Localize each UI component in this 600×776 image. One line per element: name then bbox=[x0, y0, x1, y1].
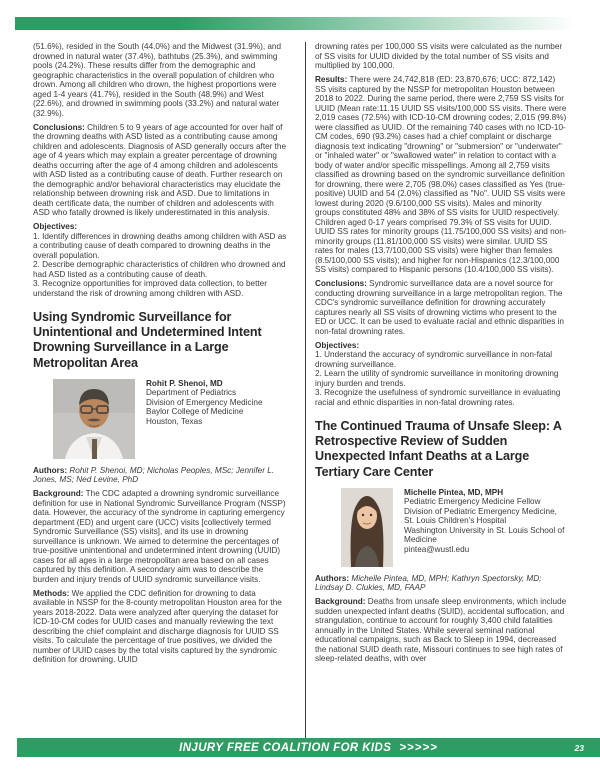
presenter-affiliation-line: Division of Pediatric Emergency Medicine, St. Louis Children's Hospital bbox=[404, 506, 557, 526]
footer-banner-title bbox=[179, 742, 438, 754]
presenter-photo bbox=[53, 379, 135, 459]
two-column-content bbox=[33, 42, 567, 738]
right-column bbox=[305, 42, 567, 738]
authors-paragraph bbox=[33, 466, 288, 485]
presenter-affiliation-line: Department of Pediatrics bbox=[146, 388, 237, 398]
chevrons-icon: >>>>> bbox=[399, 741, 438, 754]
section-label: Results: bbox=[315, 75, 348, 84]
objective-item: 1. Understand the accuracy of syndromic surveillance in non-fatal drowning surveillance. bbox=[315, 350, 553, 369]
presenter-name: Rohit P. Shenoi, MD bbox=[146, 378, 223, 388]
presenter-email: pintea@wustl.edu bbox=[404, 544, 470, 554]
presenter-affiliation-line: Washington University in St. Louis School of Medicine bbox=[404, 525, 565, 545]
continuation-paragraph bbox=[33, 42, 288, 118]
conclusions-paragraph bbox=[315, 279, 567, 336]
section-label: Background: bbox=[315, 597, 366, 607]
section-label: Conclusions: bbox=[315, 279, 367, 288]
presenter-photo bbox=[341, 488, 393, 567]
paragraph-text: There were 24,742,818 (ED: 23,870,676; UCC: 872,142) SS visits captured by the NSSP for metropolitan Houston between 2018 to 2022. During the same period, there were 2,759 SS visits for UUID (Mean rate:11.15 UUID SS visits/100,000 SS visits. There were 2,019 cases (72.5%) with ICD-10-CM drowning codes; 2,015 (99.8%) were classified as UUID. Of the remaining 740 cases with no ICD-10-CM codes, 690 (93.2%) cases had a chief complaint or discharge diagnosis text indicating "drowning" or "submersion" or "underwater" or "inhaled water" or "swallowed water" in relation to contact with a body of water and/or specific misspellings. Among all 2,759 visits classified as drowning based on the syndromic surveillance definition for drowning, there were 2,705 (98.0%) cases classified as Yes (true-positive) UUID and 54 (2.0%) classified as "No". UUID SS visits were lowest during 2020 (9.6/100,000 SS visits). Males and minority groups constituted 48% and 38% of SS visits for UUID respectively. Children aged 0-17 years comprised 79.3% of SS visits for UUID. UUID SS rates for minority groups (11.75/100,000 SS visits) and non-minority groups (11.81/100,000 SS visits) were similar. UUID SS rates for males (13.7/100,000 SS visits) were higher than females (8.5/100,000 SS visits); and higher for non-Hispanics (12.3/100,000 SS visits) compared to Hispanic persons (10.4/100,000 SS visits). bbox=[315, 75, 567, 274]
section-label: Authors: bbox=[33, 465, 68, 475]
presenter-info bbox=[146, 379, 263, 459]
conclusions-paragraph bbox=[33, 123, 288, 218]
paragraph-text: (51.6%), resided in the South (44.0%) and the Midwest (31.9%), and drowned in natural water (37.4%), bathtubs (25.3%), and swimming pools (24.2%). These results differ from the demographic and geographic characteristics in the overall population of children who drown. Among all children who drown, the highest proportions were aged 1-4 years (41.7%), resided in the South (48.9%) and West (22.6%), and drowned in swimming pools (33.2%) and natural water (32.9%). bbox=[33, 42, 282, 118]
paragraph-text: The CDC adapted a drowning syndromic surveillance definition for use in National Syndromic Surveillance Program (NSSP) data. However, the accuracy of the syndrome in capturing emergency department (ED) and urgent care (UCC) visits [collectively termed Syndromic Surveillance (SS) visits], and its use in drowning surveillance is unknown. We aimed to determine the percentages of true-positive unintentional and undetermined intent drowning (UUID) cases for all ages in a large metropolitan area based on all cases captured by this definition. A secondary aim was to describe the burden and injury trends of UUID syndromic surveillance visits. bbox=[33, 489, 286, 584]
presenter-affiliation-line: Baylor College of Medicine bbox=[146, 407, 244, 417]
presenter-affiliation-line: Houston, Texas bbox=[146, 416, 203, 426]
authors-paragraph bbox=[315, 574, 567, 593]
paragraph-text: Rohit P. Shenoi, MD; Nicholas Peoples, MSc; Jennifer L. Jones, MS; Ned Levine, PhD bbox=[33, 465, 275, 485]
objective-item: 2. Learn the utility of syndromic surveillance in monitoring drowning injury burden and trends. bbox=[315, 369, 559, 388]
presenter-michelle-pintea bbox=[315, 488, 567, 567]
paragraph-text: Children 5 to 9 years of age accounted for over half of the drowning deaths with ASD listed as a contributing cause among children and adolescents. Diagnosis of ASD generally occurs after the age of 4 years which may explain a greater percentage of drowning deaths occurring after the age of 4 among children and adolescents with ASD listed as a contributing cause of death. Further research on the demographic and/or behavioral characteristics may elucidate the relationship between drowning risk and ASD. Due to limitations in death certificate data, the number of children and adolescents with ASD who fatally drowned is likely underestimated in this analysis. bbox=[33, 122, 287, 217]
left-column bbox=[33, 42, 305, 738]
presenter-rohit-shenoi bbox=[33, 379, 288, 459]
paragraph-text: Syndromic surveillance data are a novel source for conducting drowning surveillance in a large metropolitan region. The CDC's syndromic surveillance definition for drowning accurately captures nearly all SS visits of drowning victims who present to the ED or UCC. It can be used to evaluate racial and ethnic disparities in non-fatal drowning rates. bbox=[315, 279, 564, 336]
page-number: 23 bbox=[574, 742, 584, 753]
objective-item: 3. Recognize the usefulness of syndromic surveillance in evaluating racial and ethnic disparities in non-fatal drowning rates. bbox=[315, 388, 561, 407]
presenter-info bbox=[404, 488, 567, 567]
results-paragraph bbox=[315, 75, 567, 275]
section-label: Authors: bbox=[315, 573, 350, 583]
methods-paragraph bbox=[33, 589, 288, 665]
objectives-list bbox=[315, 341, 567, 408]
section-label: Methods: bbox=[33, 588, 70, 598]
presenter-affiliation-line: Division of Emergency Medicine bbox=[146, 397, 263, 407]
abstract-title-unsafe-sleep: The Continued Trauma of Unsafe Sleep: A Retrospective Review of Sudden Unexpected Infant Deaths at a Large Tertiary Care Center bbox=[315, 419, 562, 479]
paragraph-text: Deaths from unsafe sleep environments, which include sudden unexpected infant deaths (SUID), accidental suffocation, and strangulation, continue to account for roughly 3,400 child fatalities annually in the United States. While several seminal national educational campaigns, such as Back to Sleep in 1994, decreased the national SUID death rate, Missouri continues to see high rates of sleep-related deaths, with over bbox=[315, 597, 567, 664]
presenter-name: Michelle Pintea, MD, MPH bbox=[404, 487, 504, 497]
footer-banner bbox=[17, 738, 600, 757]
abstract-title-syndromic-surveillance: Using Syndromic Surveillance for Unintentional and Undetermined Intent Drowning Surveillance in a Large Metropolitan Area bbox=[33, 310, 262, 370]
paragraph-text: drowning rates per 100,000 SS visits were calculated as the number of SS visits for UUID divided by the total number of SS visits and multiplied by 100,000. bbox=[315, 42, 563, 70]
presenter-affiliation-line: Pediatric Emergency Medicine Fellow bbox=[404, 497, 541, 507]
objective-item: 3. Recognize opportunities for improved data collection, to better understand the risk of drowning among children with ASD. bbox=[33, 279, 267, 298]
paragraph-text: Michelle Pintea, MD, MPH; Kathryn Spectorsky, MD; Lindsay D. Clukies, MD, FAAP bbox=[315, 573, 542, 593]
objective-item: 1. Identify differences in drowning deaths among children with ASD as a contributing cause of death compared to drowning deaths in the overall population. bbox=[33, 231, 287, 260]
paragraph-text: We applied the CDC definition for drowning to data available in NSSP for the 8-county metropolitan Houston area for the years 2018-2022. Data were analyzed after querying the dataset for ICD-10-CM codes for UUID cases and manually reviewing the text describing the chief complaint and discharge diagnosis for UUID SS visits. To calculate the percentage of true positives, we divided the number of UUID cases by the total visits captured by the syndromic definition for drowning. UUID bbox=[33, 588, 282, 665]
objectives-list bbox=[33, 222, 288, 298]
background-paragraph bbox=[33, 489, 288, 584]
footer-banner-text: INJURY FREE COALITION FOR KIDS bbox=[179, 741, 392, 754]
section-label: Conclusions: bbox=[33, 122, 85, 132]
background-paragraph bbox=[315, 597, 567, 664]
top-gradient-bar bbox=[15, 17, 600, 30]
section-label: Background: bbox=[33, 489, 84, 499]
section-label: Objectives: bbox=[33, 222, 78, 231]
continuation-paragraph bbox=[315, 42, 567, 71]
objective-item: 2. Describe demographic characteristics of children who drowned and had ASD listed as a contributing cause of death. bbox=[33, 260, 286, 279]
section-label: Objectives: bbox=[315, 340, 360, 350]
